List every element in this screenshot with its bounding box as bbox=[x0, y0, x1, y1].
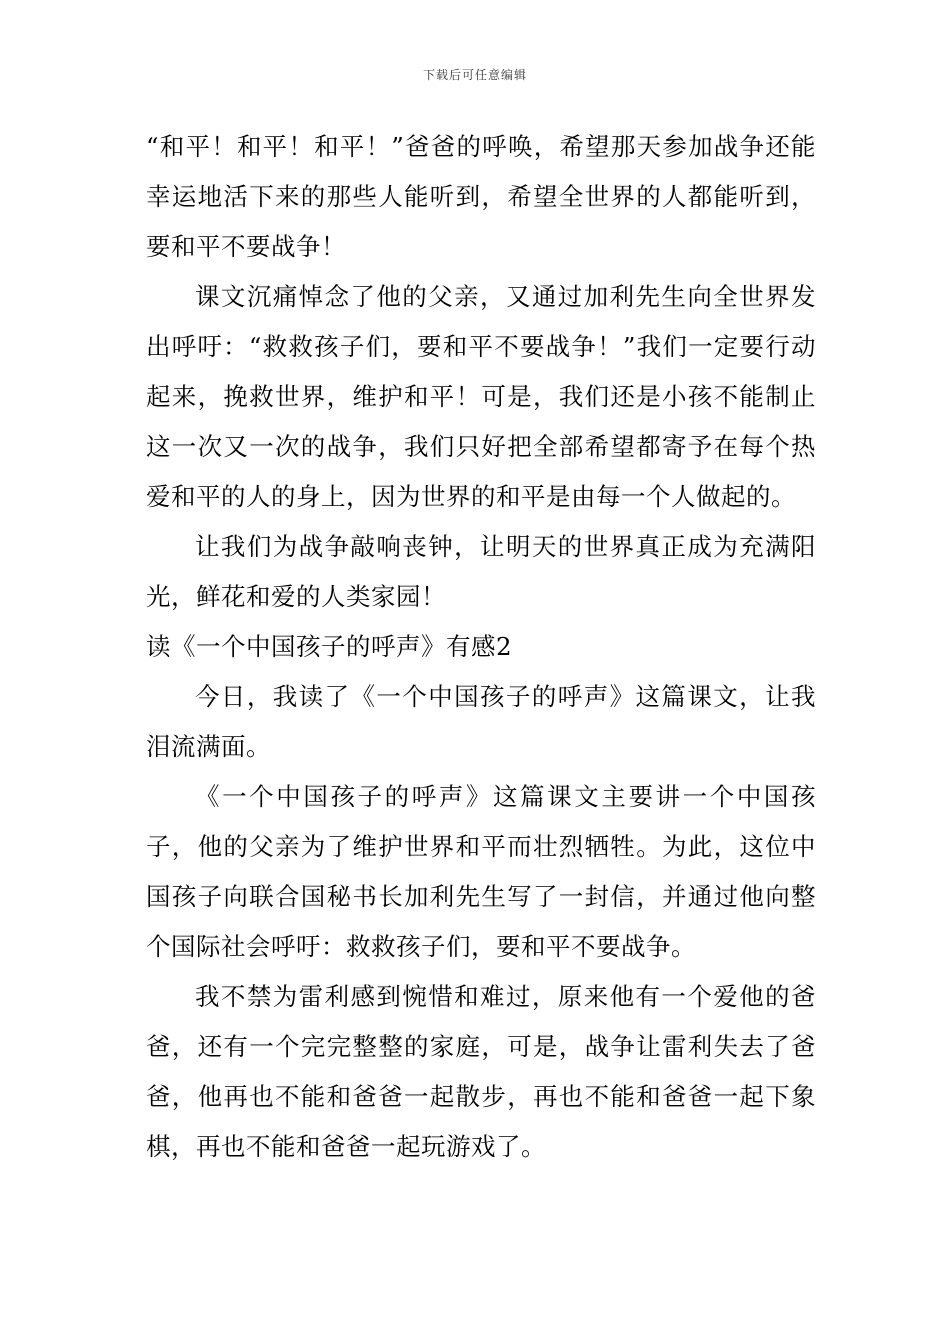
paragraph-2: 课文沉痛悼念了他的父亲，又通过加利先生向全世界发出呼吁：“救救孩子们，要和平不要战争！”我们一定要行动起来，挽救世界，维护和平！可是，我们还是小孩不能制止这一次又一次的战争，我们只好把全部希望都寄予在每个热爱和平的人的身上，因为世界的和平是由每一个人做起的。 bbox=[146, 282, 816, 511]
paragraph-3: 让我们为战争敲响丧钟，让明天的世界真正成为充满阳光，鲜花和爱的人类家园！ bbox=[146, 532, 816, 611]
paragraph-6: 我不禁为雷利感到惋惜和难过，原来他有一个爱他的爸爸，还有一个完完整整的家庭，可是，战争让雷利失去了爸爸，他再也不能和爸爸一起散步，再也不能和爸爸一起下象棋，再也不能和爸爸一起玩游戏了。 bbox=[146, 982, 816, 1161]
section-heading: 读《一个中国孩子的呼声》有感2 bbox=[146, 632, 513, 661]
document-body bbox=[146, 122, 816, 1172]
paragraph-4: 今日，我读了《一个中国孩子的呼声》这篇课文，让我泪流满面。 bbox=[146, 682, 816, 761]
paragraph-1: “和平！和平！和平！”爸爸的呼唤，希望那天参加战争还能幸运地活下来的那些人能听到，希望全世界的人都能听到，要和平不要战争！ bbox=[146, 132, 816, 261]
page-header: 下载后可任意编辑 bbox=[422, 68, 527, 82]
paragraph-5: 《一个中国孩子的呼声》这篇课文主要讲一个中国孩子，他的父亲为了维护世界和平而壮烈牺牲。为此，这位中国孩子向联合国秘书长加利先生写了一封信，并通过他向整个国际社会呼吁：救救孩子们，要和平不要战争。 bbox=[146, 782, 816, 961]
